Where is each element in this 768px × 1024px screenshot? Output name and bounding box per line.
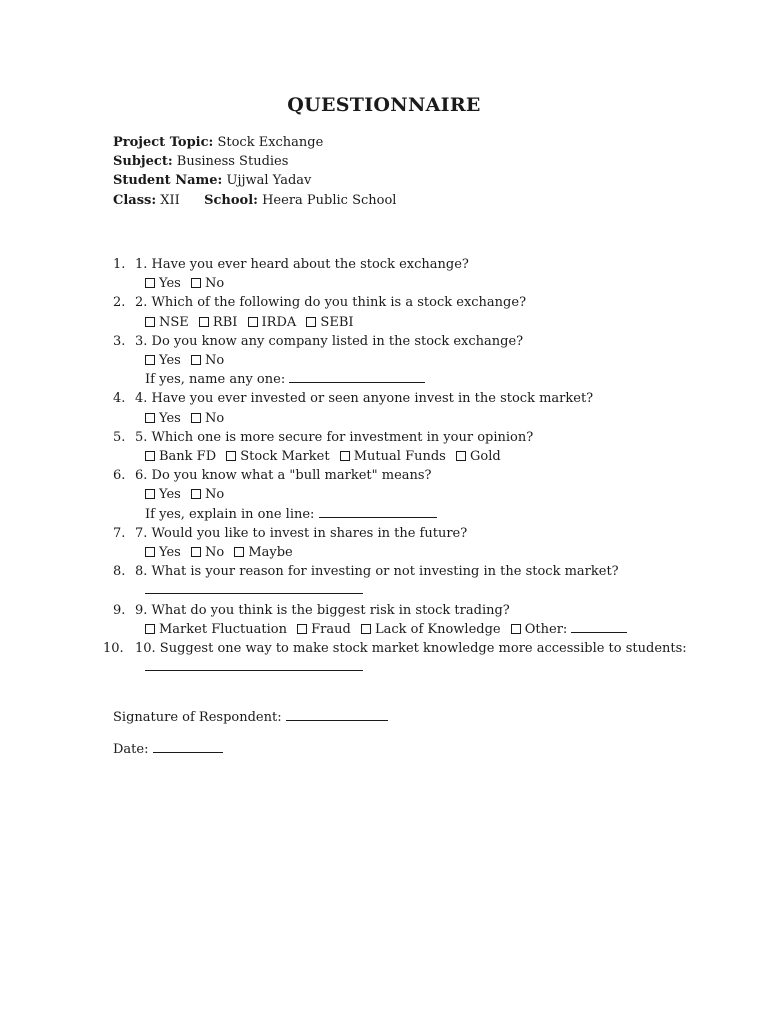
option-lack-of-knowledge[interactable]: Lack of Knowledge xyxy=(361,622,501,637)
checkbox[interactable] xyxy=(191,489,201,499)
other-blank[interactable] xyxy=(571,620,627,633)
student-name-label: Student Name: xyxy=(113,173,223,189)
project-topic-row xyxy=(113,133,396,152)
question-9 xyxy=(113,601,733,639)
question-text: 3. Do you know any company listed in the stock exchange? xyxy=(135,333,524,349)
answer-blank[interactable] xyxy=(289,370,425,383)
option-stock-market[interactable]: Stock Market xyxy=(226,449,329,464)
date-row xyxy=(113,740,223,757)
question-text: 4. Have you ever invested or seen anyone invest in the stock market? xyxy=(135,391,594,407)
school-value: Heera Public School xyxy=(262,192,397,208)
option-fraud[interactable]: Fraud xyxy=(297,622,351,637)
question-text: 9. What do you think is the biggest risk in stock trading? xyxy=(135,602,510,618)
option-yes[interactable]: Yes xyxy=(145,353,181,368)
question-7 xyxy=(113,524,733,562)
student-name-value: Ujjwal Yadav xyxy=(226,173,312,189)
question-text: 8. What is your reason for investing or not investing in the stock market? xyxy=(135,564,619,580)
question-number: 3. xyxy=(113,333,126,349)
option-gold[interactable]: Gold xyxy=(456,449,501,464)
question-number: 6. xyxy=(113,468,126,484)
checkbox[interactable] xyxy=(361,624,371,634)
subject-value: Business Studies xyxy=(176,154,289,170)
signature-blank[interactable] xyxy=(286,708,388,721)
checkbox[interactable] xyxy=(248,317,258,327)
checkbox[interactable] xyxy=(145,278,155,288)
checkbox[interactable] xyxy=(191,278,201,288)
option-no[interactable]: No xyxy=(191,411,224,426)
question-number: 9. xyxy=(113,602,126,618)
checkbox[interactable] xyxy=(191,355,201,365)
question-1 xyxy=(113,255,733,293)
checkbox[interactable] xyxy=(145,413,155,423)
option-maybe[interactable]: Maybe xyxy=(234,545,292,560)
option-sebi[interactable]: SEBI xyxy=(306,315,353,330)
project-topic-label: Project Topic: xyxy=(113,135,214,150)
class-label: Class: xyxy=(113,192,157,208)
question-3 xyxy=(113,332,733,390)
option-yes[interactable]: Yes xyxy=(145,411,181,426)
project-topic-value: Stock Exchange xyxy=(217,135,324,150)
option-mutual-funds[interactable]: Mutual Funds xyxy=(340,449,446,464)
answer-blank[interactable] xyxy=(319,505,437,518)
question-2 xyxy=(113,293,733,331)
checkbox[interactable] xyxy=(145,451,155,461)
question-text: 10. Suggest one way to make stock market knowledge more accessible to students: xyxy=(135,641,687,657)
question-text: 1. Have you ever heard about the stock exchange? xyxy=(135,257,469,272)
question-text: 5. Which one is more secure for investment in your opinion? xyxy=(135,429,534,445)
question-number: 2. xyxy=(113,295,126,311)
student-name-row xyxy=(113,171,396,190)
option-yes[interactable]: Yes xyxy=(145,276,181,291)
checkbox[interactable] xyxy=(306,317,316,327)
option-market-fluctuation[interactable]: Market Fluctuation xyxy=(145,622,287,637)
checkbox[interactable] xyxy=(145,624,155,634)
question-number: 8. xyxy=(113,564,126,580)
question-text: 2. Which of the following do you think is a stock exchange? xyxy=(135,295,527,311)
option-no[interactable]: No xyxy=(191,545,224,560)
option-rbi[interactable]: RBI xyxy=(199,315,237,330)
subject-row xyxy=(113,152,396,171)
option-bank-fd[interactable]: Bank FD xyxy=(145,449,216,464)
question-8 xyxy=(113,562,733,600)
class-value: XII xyxy=(160,192,180,208)
question-number: 4. xyxy=(113,391,126,407)
signature-row xyxy=(113,708,388,725)
page-title: QUESTIONNAIRE xyxy=(287,94,481,116)
checkbox[interactable] xyxy=(226,451,236,461)
option-nse[interactable]: NSE xyxy=(145,315,189,330)
project-details xyxy=(113,133,396,210)
checkbox[interactable] xyxy=(145,317,155,327)
class-school-row xyxy=(113,191,396,210)
checkbox[interactable] xyxy=(191,413,201,423)
checkbox[interactable] xyxy=(145,355,155,365)
followup-label: If yes, name any one: xyxy=(145,372,286,388)
question-10 xyxy=(103,639,733,677)
option-irda[interactable]: IRDA xyxy=(248,315,297,330)
date-blank[interactable] xyxy=(153,740,223,753)
option-other[interactable]: Other: xyxy=(511,622,628,637)
checkbox[interactable] xyxy=(511,624,521,634)
checkbox[interactable] xyxy=(191,547,201,557)
question-number: 7. xyxy=(113,525,126,541)
checkbox[interactable] xyxy=(234,547,244,557)
school-label: School: xyxy=(204,192,258,208)
checkbox[interactable] xyxy=(199,317,209,327)
answer-blank[interactable] xyxy=(145,581,363,594)
checkbox[interactable] xyxy=(145,489,155,499)
question-6 xyxy=(113,466,733,524)
checkbox[interactable] xyxy=(297,624,307,634)
question-list xyxy=(103,255,733,677)
option-no[interactable]: No xyxy=(191,276,224,291)
checkbox[interactable] xyxy=(456,451,466,461)
question-4 xyxy=(113,389,733,427)
question-number: 1. xyxy=(113,257,126,272)
checkbox[interactable] xyxy=(145,547,155,557)
question-number: 10. xyxy=(103,641,124,657)
option-no[interactable]: No xyxy=(191,487,224,502)
date-label: Date: xyxy=(113,742,149,757)
signature-label: Signature of Respondent: xyxy=(113,710,282,725)
question-text: 6. Do you know what a "bull market" means? xyxy=(135,468,432,484)
subject-label: Subject: xyxy=(113,154,173,170)
question-text: 7. Would you like to invest in shares in the future? xyxy=(135,525,468,541)
option-yes[interactable]: Yes xyxy=(145,487,181,502)
answer-blank[interactable] xyxy=(145,658,363,671)
option-yes[interactable]: Yes xyxy=(145,545,181,560)
option-no[interactable]: No xyxy=(191,353,224,368)
question-5 xyxy=(113,428,733,466)
followup-label: If yes, explain in one line: xyxy=(145,506,315,522)
question-number: 5. xyxy=(113,429,126,445)
checkbox[interactable] xyxy=(340,451,350,461)
